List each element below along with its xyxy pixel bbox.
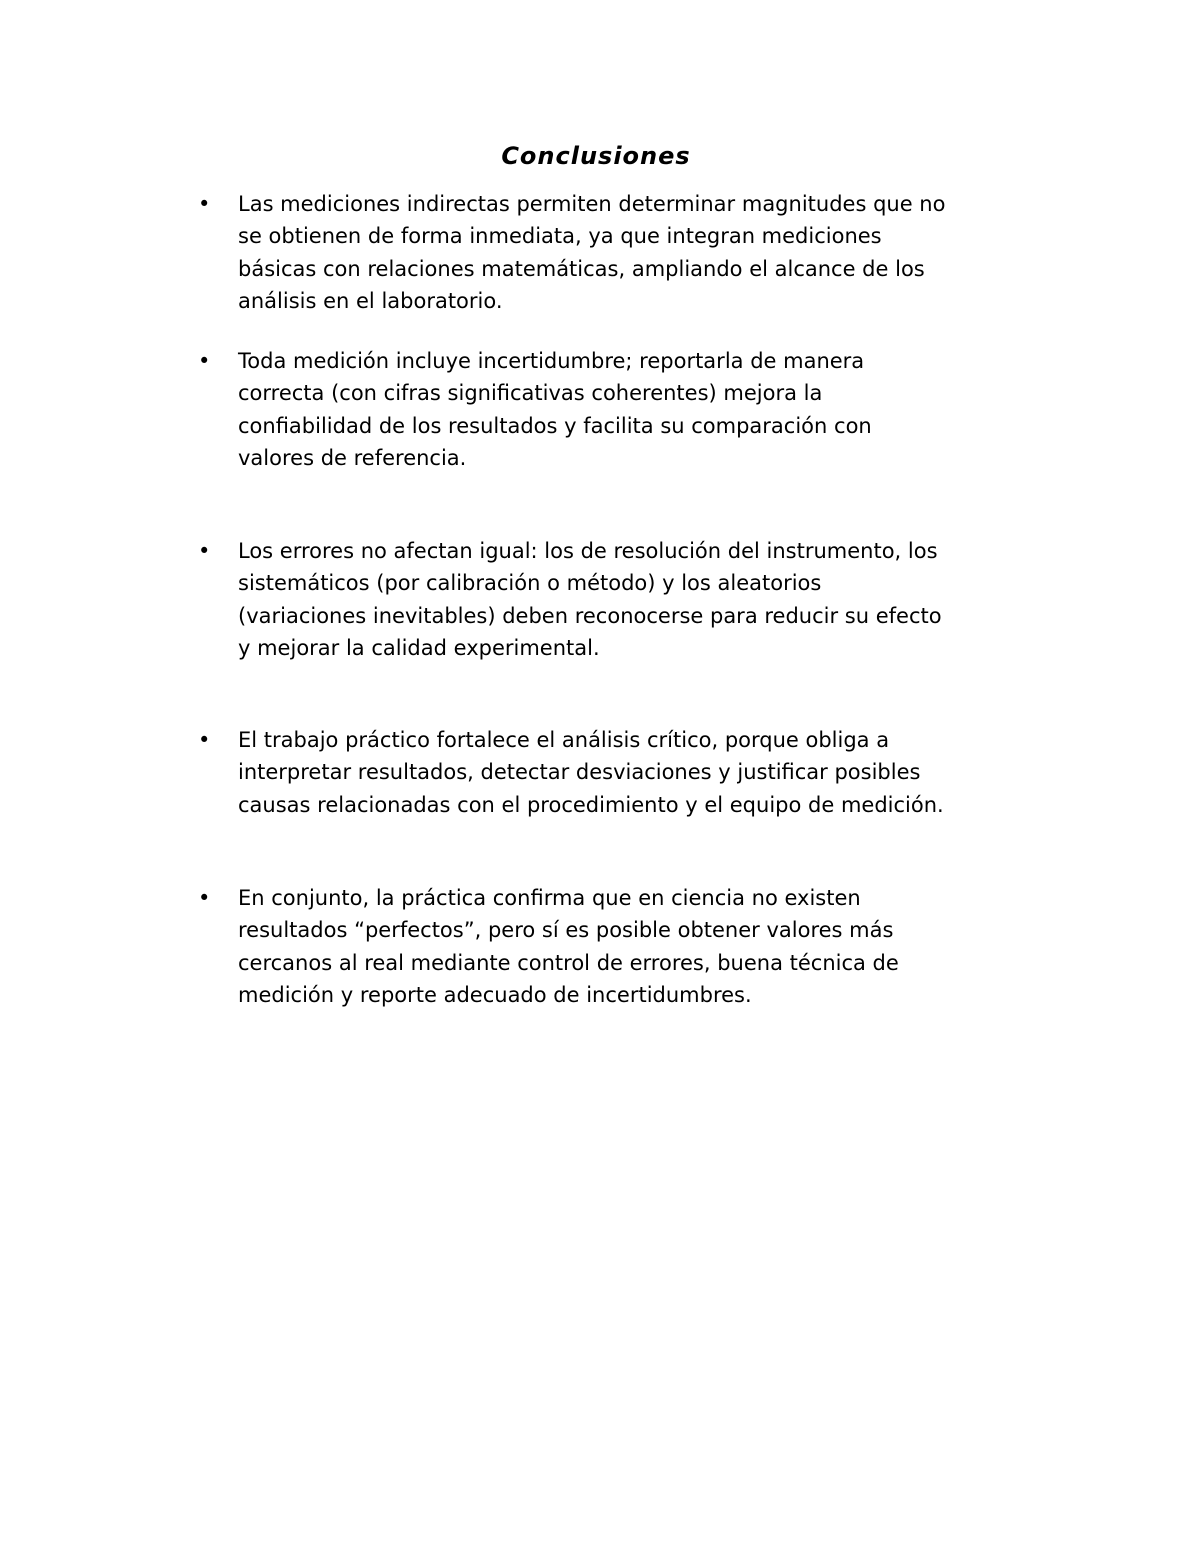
bullet-icon: •: [198, 886, 211, 910]
bullet-icon: •: [198, 192, 211, 216]
list-item-text: Toda medición incluye incertidumbre; reportarla de manera correcta (con cifras significativas coherentes) mejora la confiabilidad de los resultados y facilita su comparación con valores de referencia.: [238, 349, 872, 471]
list-item-text: Las mediciones indirectas permiten determinar magnitudes que no se obtienen de forma inmediata, ya que integran mediciones básicas con relaciones matemáticas, ampliando el alcance de los análisis en el laboratorio.: [238, 192, 946, 314]
bullet-icon: •: [198, 728, 211, 752]
list-item-text: En conjunto, la práctica confirma que en ciencia no existen resultados “perfectos”, pero sí es posible obtener valores más cercanos al real mediante control de errores, buena técnica de medición y reporte adecuado de incertidumbres.: [238, 886, 899, 1008]
bullet-icon: •: [198, 539, 211, 563]
bullet-icon: •: [198, 349, 211, 373]
list-item-text: El trabajo práctico fortalece el análisis crítico, porque obliga a interpretar resultados, detectar desviaciones y justificar posibles causas relacionadas con el procedimiento y el equipo de medición.: [238, 728, 944, 817]
list-item-text: Los errores no afectan igual: los de resolución del instrumento, los sistemáticos (por calibración o método) y los aleatorios (variaciones inevitables) deben reconocerse para reducir su efecto y mejorar la calidad experimental.: [238, 539, 942, 661]
page-title: Conclusiones: [501, 142, 691, 170]
